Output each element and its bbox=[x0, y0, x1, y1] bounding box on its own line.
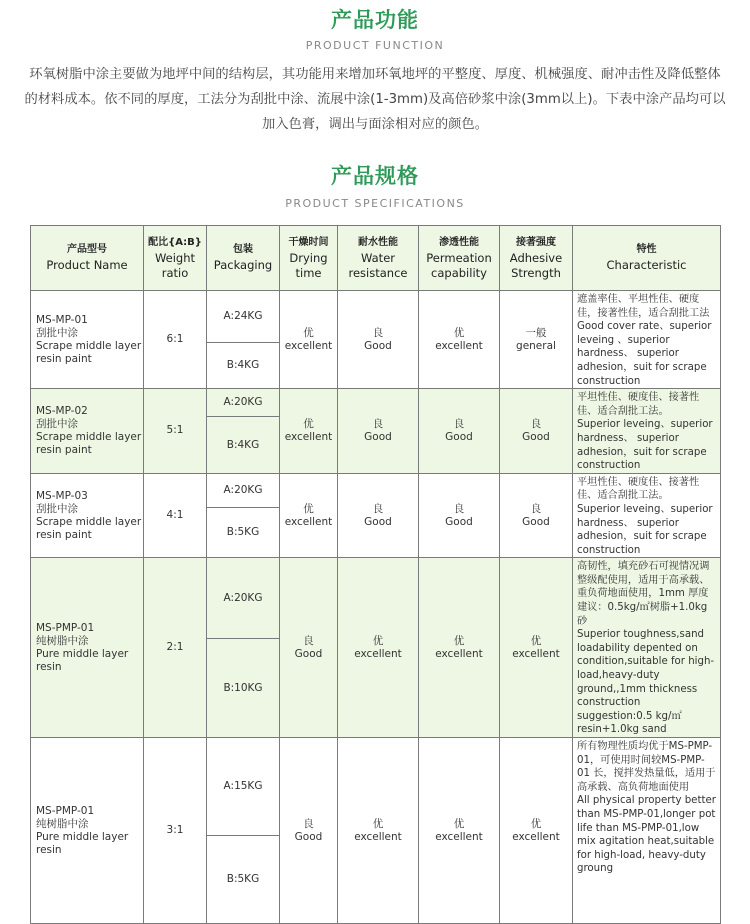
product-code: MS-MP-03 bbox=[36, 489, 88, 502]
packaging-b-cell: B:4KG bbox=[207, 417, 280, 473]
table-header-row bbox=[31, 226, 721, 291]
header-en: Product Name bbox=[46, 258, 128, 272]
header-cell bbox=[573, 226, 721, 291]
weight-ratio-cell: 3:1 bbox=[144, 738, 207, 924]
packaging-a-cell: A:20KG bbox=[207, 389, 280, 417]
header-cell bbox=[338, 226, 419, 291]
permeation-cell: 良 Good bbox=[419, 473, 500, 558]
header-cell bbox=[144, 226, 207, 291]
packaging-a-cell: A:20KG bbox=[207, 473, 280, 507]
permeation-cell: 优 excellent bbox=[419, 738, 500, 924]
table-row bbox=[31, 291, 721, 343]
characteristic-cell: 所有物理性质均优于MS-PMP-01，可使用时间较MS-PMP-01 长，搅拌发热量低，适用于高承载、高负荷地面使用 All physical property better than MS-PMP-01,longer pot life than MS-PMP-01,low mix agitation heat,suitable for high-load, heavy-duty groung bbox=[573, 738, 721, 924]
header-en: Adhesive Strength bbox=[509, 250, 563, 280]
function-subtitle: PRODUCT FUNCTION bbox=[305, 39, 445, 52]
packaging-b-cell: B:4KG bbox=[207, 343, 280, 389]
product-code: MS-PMP-01 bbox=[36, 804, 95, 817]
header-en: Permeation capability bbox=[426, 250, 492, 280]
characteristic-cell: 遮盖率佳、平坦性佳、硬度佳，接著性佳，适合刮批工法 Good cover rate、superior leveing 、superior hardness、 superior adhesion，suit for scrape construction bbox=[573, 291, 721, 389]
characteristic-cell: 平坦性佳、硬度佳、接著性佳、适合刮批工法。 Superior leveing、superior hardness、 superior adhesion，suit for scrape construction bbox=[573, 473, 721, 558]
adhesive-cell: 良 Good bbox=[500, 389, 573, 474]
header-en: Water resistance bbox=[348, 250, 408, 280]
drying-cell: 良 Good bbox=[280, 558, 338, 738]
water-cell: 良 Good bbox=[338, 291, 419, 389]
header-zh: 产品型号 bbox=[67, 244, 107, 255]
water-cell: 良 Good bbox=[338, 473, 419, 558]
header-zh: 干燥时间 bbox=[288, 236, 329, 248]
header-en: Characteristic bbox=[606, 258, 687, 272]
water-cell: 优 excellent bbox=[338, 558, 419, 738]
product-name-en: Scrape middle layer resin paint bbox=[36, 515, 142, 541]
packaging-b-cell: B:5KG bbox=[207, 836, 280, 924]
adhesive-cell: 优 excellent bbox=[500, 738, 573, 924]
product-name-en: Pure middle layer resin bbox=[36, 647, 129, 673]
permeation-cell: 优 excellent bbox=[419, 291, 500, 389]
function-title: 产品功能 bbox=[331, 8, 419, 32]
product-name-cell bbox=[31, 389, 144, 474]
header-en: Weight ratio bbox=[154, 250, 196, 280]
packaging-b-cell: B:10KG bbox=[207, 639, 280, 738]
adhesive-cell: 良 Good bbox=[500, 473, 573, 558]
adhesive-cell: 优 excellent bbox=[500, 558, 573, 738]
product-name-en: Scrape middle layer resin paint bbox=[36, 430, 142, 456]
product-name-en: Pure middle layer resin bbox=[36, 830, 129, 856]
spec-title: 产品规格 bbox=[331, 164, 419, 188]
permeation-cell: 良 Good bbox=[419, 389, 500, 474]
product-name-zh: 纯树脂中涂 bbox=[36, 817, 89, 830]
water-cell: 良 Good bbox=[338, 389, 419, 474]
product-code: MS-MP-01 bbox=[36, 313, 88, 326]
table-row bbox=[31, 738, 721, 836]
table-row bbox=[31, 389, 721, 417]
weight-ratio-cell: 5:1 bbox=[144, 389, 207, 474]
product-name-cell bbox=[31, 558, 144, 738]
packaging-a-cell: A:24KG bbox=[207, 291, 280, 343]
characteristic-cell: 高韧性，填充砂石可视情况调整级配使用，适用于高承载、重负荷地面使用，1mm 厚度建议：0.5kg/㎡树脂+1.0kg 砂 Superior toughness,sand loadability depented on condition,suitable for high-load,heavy-duty ground,,1mm thickness construction suggestion:0.5 kg/㎡ resin+1.0kg sand bbox=[573, 558, 721, 738]
header-cell bbox=[500, 226, 573, 291]
permeation-cell: 优 excellent bbox=[419, 558, 500, 738]
product-name-zh: 纯树脂中涂 bbox=[36, 634, 89, 647]
weight-ratio-cell: 4:1 bbox=[144, 473, 207, 558]
header-en: Drying time bbox=[289, 250, 328, 280]
header-zh: 特性 bbox=[636, 244, 657, 255]
water-cell: 优 excellent bbox=[338, 738, 419, 924]
spec-table bbox=[30, 225, 721, 924]
product-name-en: Scrape middle layer resin paint bbox=[36, 339, 142, 365]
header-cell bbox=[280, 226, 338, 291]
header-zh: 耐水性能 bbox=[358, 236, 398, 248]
product-code: MS-MP-02 bbox=[36, 404, 88, 417]
header-zh: 包装 bbox=[233, 244, 253, 255]
characteristic-cell: 平坦性佳、硬度佳、接著性佳、适合刮批工法。 Superior leveing、superior hardness、 superior adhesion，suit for scrape construction bbox=[573, 389, 721, 474]
table-row bbox=[31, 473, 721, 507]
adhesive-cell: 一般 general bbox=[500, 291, 573, 389]
header-cell bbox=[31, 226, 144, 291]
product-name-zh: 刮批中涂 bbox=[36, 326, 78, 339]
header-cell bbox=[419, 226, 500, 291]
header-cell bbox=[207, 226, 280, 291]
table-row bbox=[31, 558, 721, 639]
spec-subtitle: PRODUCT SPECIFICATIONS bbox=[285, 197, 465, 210]
header-zh: 接著强度 bbox=[516, 236, 556, 248]
weight-ratio-cell: 2:1 bbox=[144, 558, 207, 738]
product-name-cell bbox=[31, 291, 144, 389]
product-name-zh: 刮批中涂 bbox=[36, 417, 78, 430]
header-en: Packaging bbox=[213, 258, 273, 272]
header-zh: 配比{A:B} bbox=[148, 236, 202, 248]
packaging-b-cell: B:5KG bbox=[207, 508, 280, 558]
header-zh: 渗透性能 bbox=[439, 236, 479, 248]
product-name-cell bbox=[31, 738, 144, 924]
drying-cell: 优 excellent bbox=[280, 473, 338, 558]
drying-cell: 优 excellent bbox=[280, 291, 338, 389]
packaging-a-cell: A:15KG bbox=[207, 738, 280, 836]
weight-ratio-cell: 6:1 bbox=[144, 291, 207, 389]
product-name-zh: 刮批中涂 bbox=[36, 502, 78, 515]
function-description: 环氧树脂中涂主要做为地坪中间的结构层，其功能用来增加环氧地坪的平整度、厚度、机械强度、耐冲击性及降低整体的材料成本。依不同的厚度，工法分为刮批中涂、流展中涂(1-3mm)及高倍砂浆中涂(3mm以上)。下表中涂产品均可以加入色膏，调出与面涂相对应的颜色。 bbox=[24, 67, 726, 132]
product-code: MS-PMP-01 bbox=[36, 621, 95, 634]
drying-cell: 良 Good bbox=[280, 738, 338, 924]
product-name-cell bbox=[31, 473, 144, 558]
drying-cell: 优 excellent bbox=[280, 389, 338, 474]
packaging-a-cell: A:20KG bbox=[207, 558, 280, 639]
